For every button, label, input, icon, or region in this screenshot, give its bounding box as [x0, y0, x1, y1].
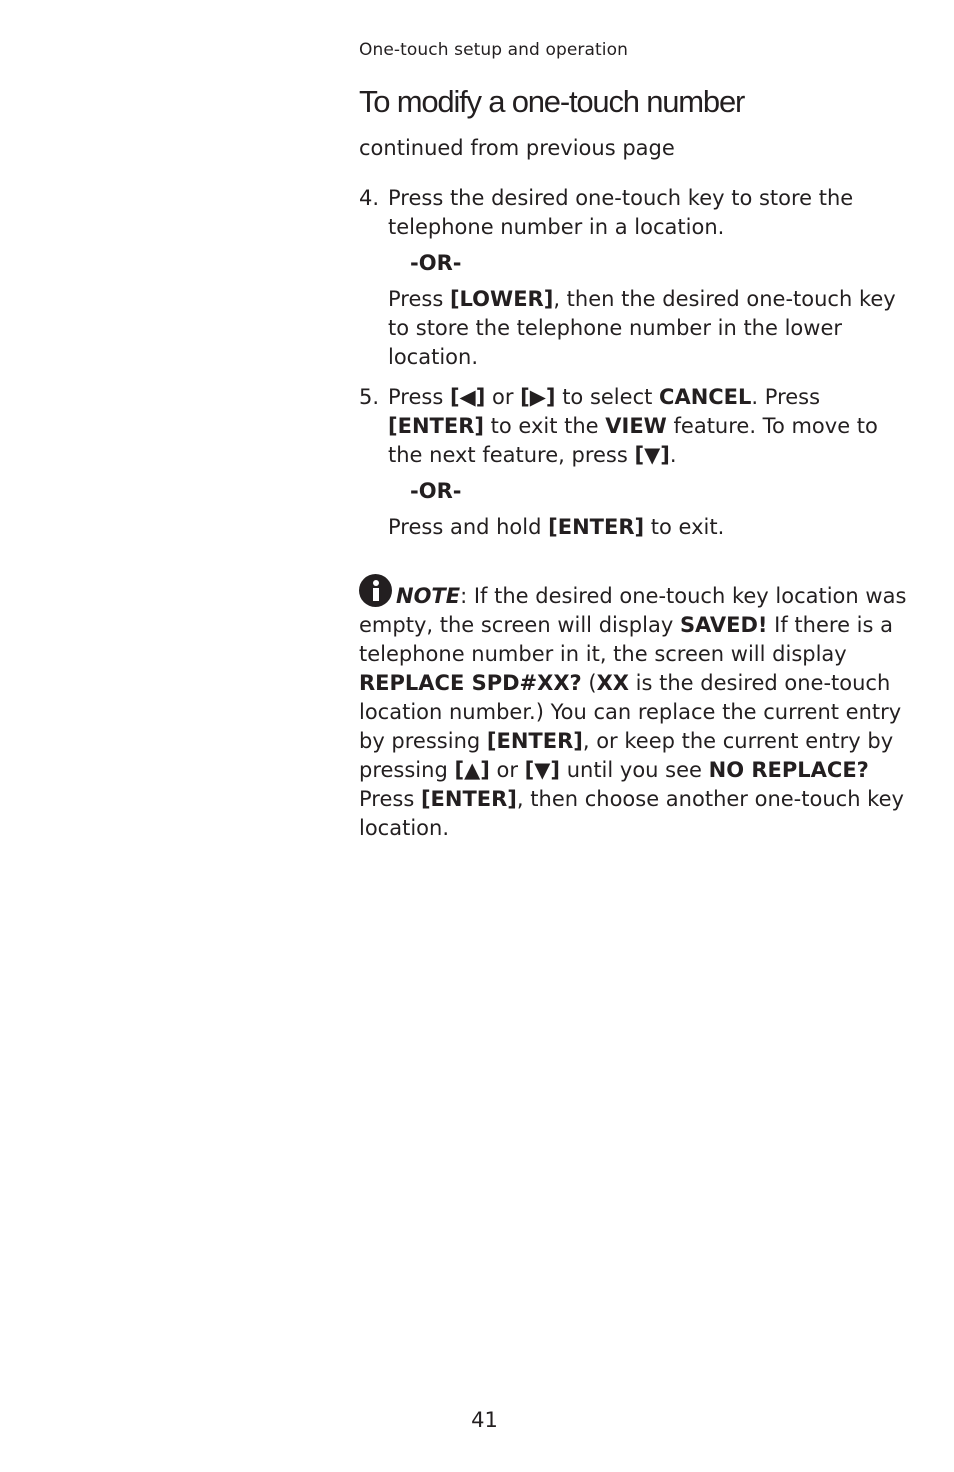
info-icon [359, 574, 392, 607]
display-view: VIEW [605, 414, 667, 438]
step-text: Press [◀] or [▶] to select CANCEL. Press [ENTER] to exit the VIEW feature. To move to the next feature, press [▼]. [388, 385, 878, 467]
note-text: NOTE: If the desired one-touch key location was empty, the screen will display SAVED! If there is a telephone number in it, the screen will display REPLACE SPD#XX? (XX is the desired one-touch location number.) You can replace the current entry by pressing [ENTER], or keep the current entry by pressing [▲] or [▼] until you see NO REPLACE? Press [ENTER], then choose another one-touch key location. [359, 574, 919, 843]
page-title: To modify a one-touch number [359, 84, 745, 119]
key-enter: [ENTER] [388, 414, 484, 438]
step-alt-text: Press [LOWER], then the desired one-touch key to store the telephone number in the lower location. [388, 287, 896, 369]
key-down: [▼] [524, 758, 561, 782]
display-saved: SAVED! [679, 613, 768, 637]
page-number: 41 [471, 1408, 498, 1432]
step-5 [359, 383, 919, 542]
step-number: 4. [359, 186, 380, 210]
or-separator: -OR- [410, 479, 462, 503]
step-text: Press the desired one-touch key to store the telephone number in a location. [388, 186, 854, 239]
note-label: NOTE [396, 584, 461, 608]
display-replace: REPLACE SPD#XX? [359, 671, 582, 695]
key-enter: [ENTER] [420, 787, 517, 811]
step-number: 5. [359, 385, 380, 409]
key-left: [◀] [449, 385, 486, 409]
or-separator: -OR- [410, 251, 462, 275]
continued-note: continued from previous page [359, 136, 675, 160]
section-label: One-touch setup and operation [359, 40, 628, 60]
step-4 [359, 184, 919, 372]
key-up: [▲] [454, 758, 490, 782]
note-block [359, 574, 919, 843]
steps-list [359, 184, 919, 553]
display-xx: XX [596, 671, 629, 695]
key-right: [▶] [520, 385, 556, 409]
display-cancel: CANCEL [659, 385, 752, 409]
display-no-replace: NO REPLACE? [708, 758, 869, 782]
key-enter: [ENTER] [486, 729, 583, 753]
key-enter: [ENTER] [548, 515, 645, 539]
key-lower: [LOWER] [449, 287, 554, 311]
key-down: [▼] [634, 443, 670, 467]
step-body [388, 184, 919, 372]
step-body [388, 383, 919, 542]
step-alt-text: Press and hold [ENTER] to exit. [388, 515, 725, 539]
